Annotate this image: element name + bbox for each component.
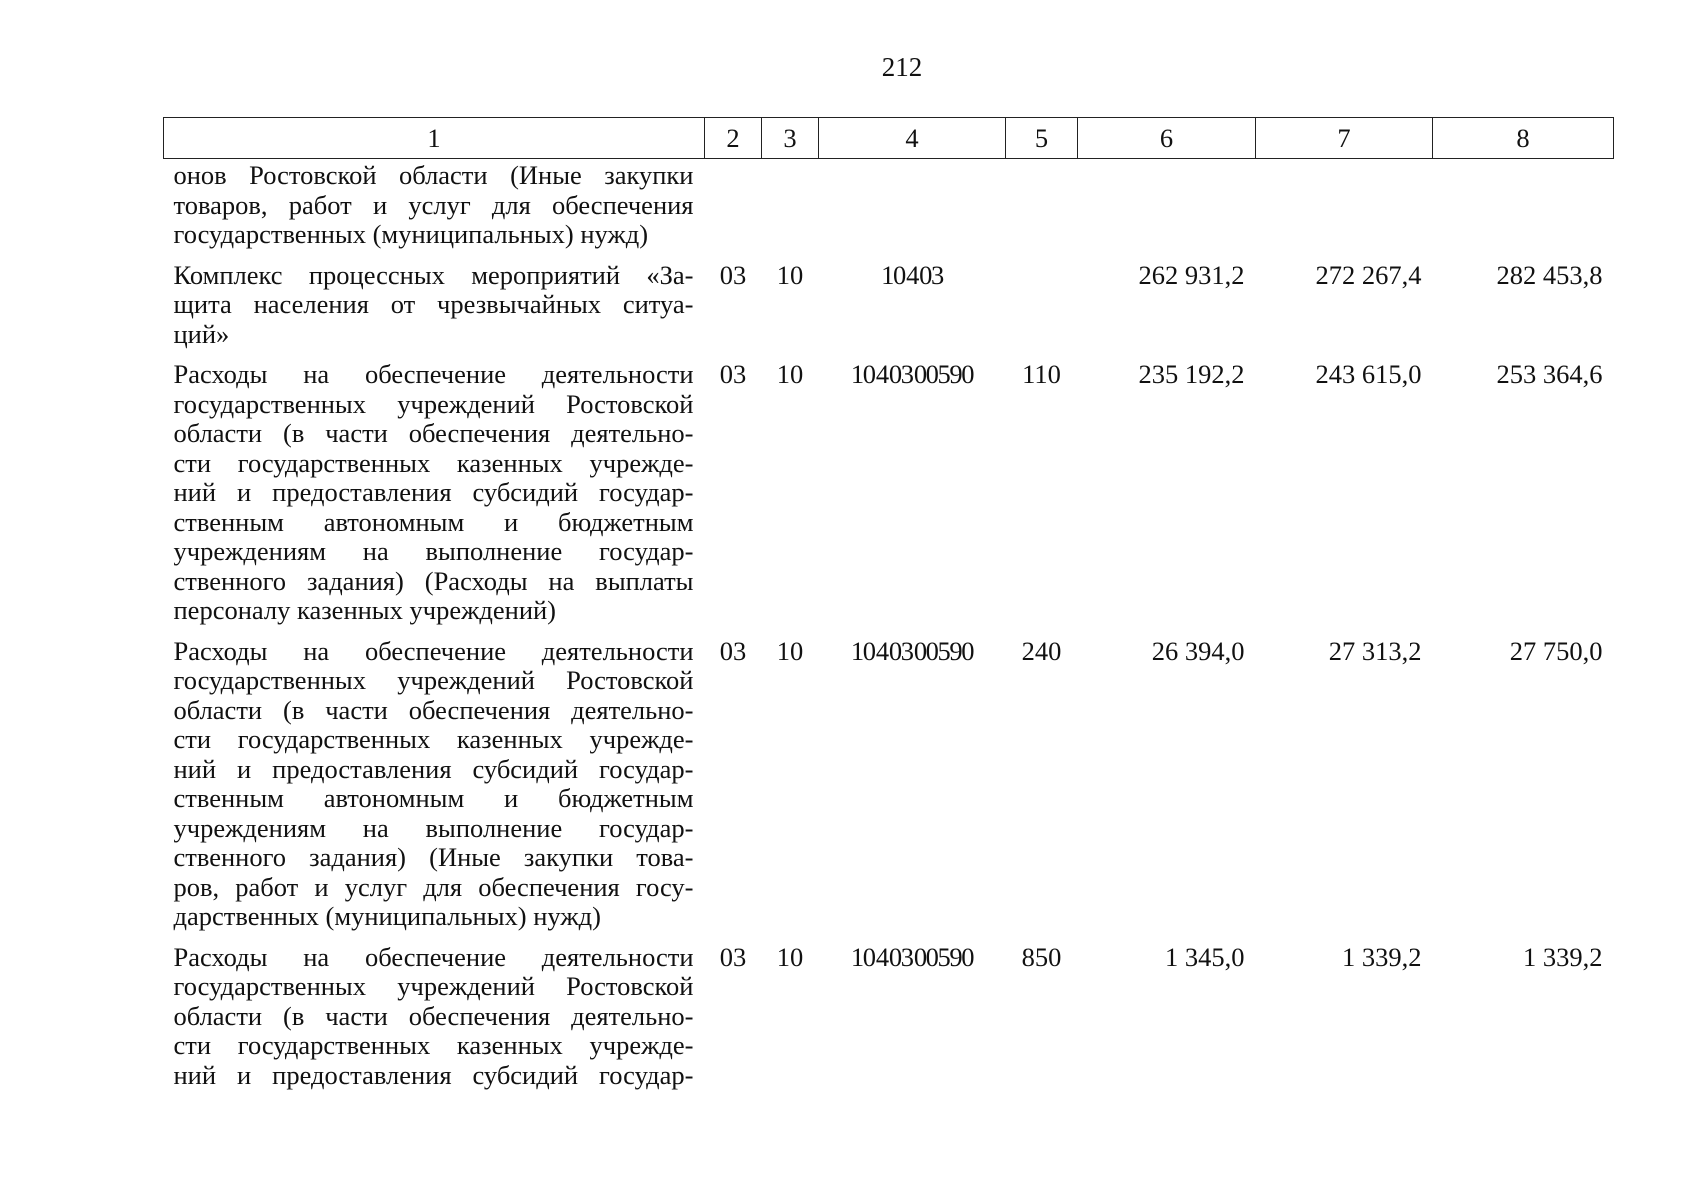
budget-table <box>163 117 1614 1090</box>
cell-amount-col-8: 253 364,6 <box>1496 359 1603 389</box>
header-col-7: 7 <box>1256 118 1433 159</box>
table-row <box>164 250 1614 350</box>
cell-section <box>705 159 762 250</box>
header-col-8: 8 <box>1433 118 1614 159</box>
description-line: ственным автономным и бюджетным <box>173 506 694 537</box>
cell-amount-col-7: 243 615,0 <box>1315 359 1422 389</box>
cell-section: 03 <box>719 635 747 666</box>
description-line: онов Ростовской области (Иные закупки <box>173 160 694 190</box>
description-line: государственных учреждений Ростовской <box>173 388 694 419</box>
cell-subsection: 10 <box>776 259 804 290</box>
description-line: персоналу казенных учреждений) <box>173 595 557 625</box>
cell-target-article: 10 4 03 <box>881 259 943 290</box>
description-line: Расходы на обеспечение деятельности <box>173 635 694 666</box>
cell-amount-col-7 <box>1256 159 1433 250</box>
header-col-1: 1 <box>164 118 705 159</box>
cell-target-article: 10 4 03 00590 <box>850 941 974 972</box>
description-line: учреждениям на выполнение государ- <box>173 536 694 566</box>
table-body <box>164 159 1614 1091</box>
description-line: государственных учреждений Ростовской <box>173 665 694 695</box>
table-row <box>164 626 1614 932</box>
description-line: области (в части обеспечения деятельно- <box>173 418 694 448</box>
description-line: ственного задания) (Иные закупки това- <box>173 842 694 872</box>
cell-expense-type: 110 <box>1022 359 1061 389</box>
header-row <box>164 118 1614 159</box>
description-line: ров, работ и услуг для обеспечения госу- <box>173 871 694 902</box>
header-col-4: 4 <box>819 118 1006 159</box>
cell-expense-type: 850 <box>1021 941 1062 972</box>
description-line: щита населения от чрезвычайных ситуа- <box>173 289 694 319</box>
cell-amount-col-7: 1 339,2 <box>1342 941 1422 972</box>
description-line: сти государственных казенных учрежде- <box>173 447 694 478</box>
header-col-6: 6 <box>1078 118 1256 159</box>
description-line: ний и предоставления субсидий государ- <box>173 477 694 507</box>
cell-expense-type <box>1006 250 1078 350</box>
cell-subsection: 10 <box>776 635 804 666</box>
cell-target-article: 10 4 03 00590 <box>850 635 974 666</box>
description-line: сти государственных казенных учрежде- <box>173 1030 694 1060</box>
description-line: Комплекс процессных мероприятий «За- <box>173 259 694 290</box>
header-col-5: 5 <box>1006 118 1078 159</box>
table-header <box>164 118 1614 159</box>
header-col-3: 3 <box>762 118 819 159</box>
description-line: ственным автономным и бюджетным <box>173 783 694 813</box>
cell-section: 03 <box>719 359 747 389</box>
cell-expense-type <box>1006 159 1078 250</box>
cell-subsection <box>762 159 819 250</box>
cell-amount-col-6: 26 394,0 <box>1151 635 1245 666</box>
description-line: учреждениям на выполнение государ- <box>173 812 694 843</box>
description-line: области (в части обеспечения деятельно- <box>173 1000 694 1031</box>
description-line: государственных учреждений Ростовской <box>173 971 694 1001</box>
description-line: Расходы на обеспечение деятельности <box>173 359 694 389</box>
table-row <box>164 932 1614 1091</box>
cell-section: 03 <box>719 941 747 972</box>
cell-subsection: 10 <box>776 359 804 389</box>
cell-target-article: 10 4 03 00590 <box>850 359 974 389</box>
table-row <box>164 349 1614 626</box>
row-description <box>164 159 705 250</box>
cell-amount-col-6: 1 345,0 <box>1165 941 1245 972</box>
description-line: ний и предоставления субсидий государ- <box>173 1059 694 1090</box>
row-description <box>164 250 705 350</box>
description-line: дарственных (муниципальных) нужд) <box>173 901 601 931</box>
description-line: ственного задания) (Расходы на выплаты <box>173 565 694 596</box>
description-line: ций» <box>173 318 230 349</box>
cell-section: 03 <box>719 259 747 290</box>
cell-amount-col-8: 282 453,8 <box>1496 259 1603 290</box>
description-line: ний и предоставления субсидий государ- <box>173 753 694 784</box>
header-col-2: 2 <box>705 118 762 159</box>
cell-amount-col-7: 272 267,4 <box>1315 259 1422 290</box>
page-number: 212 <box>881 52 923 82</box>
row-description <box>164 932 705 1091</box>
cell-amount-col-8: 1 339,2 <box>1523 941 1603 972</box>
cell-amount-col-6: 262 931,2 <box>1138 259 1245 290</box>
cell-amount-col-8 <box>1433 159 1614 250</box>
cell-expense-type: 240 <box>1021 635 1062 666</box>
table-row <box>164 159 1614 250</box>
cell-subsection: 10 <box>776 941 804 972</box>
description-line: государственных (муниципальных) нужд) <box>173 219 649 249</box>
row-description <box>164 626 705 932</box>
description-line: сти государственных казенных учрежде- <box>173 724 694 754</box>
cell-amount-col-7: 27 313,2 <box>1328 635 1422 666</box>
row-description <box>164 349 705 626</box>
cell-amount-col-6 <box>1078 159 1256 250</box>
cell-target-article <box>819 159 1006 250</box>
description-line: товаров, работ и услуг для обеспечения <box>173 189 694 220</box>
cell-amount-col-6: 235 192,2 <box>1138 359 1245 389</box>
description-line: области (в части обеспечения деятельно- <box>173 694 694 725</box>
cell-amount-col-8: 27 750,0 <box>1509 635 1603 666</box>
description-line: Расходы на обеспечение деятельности <box>173 941 694 972</box>
